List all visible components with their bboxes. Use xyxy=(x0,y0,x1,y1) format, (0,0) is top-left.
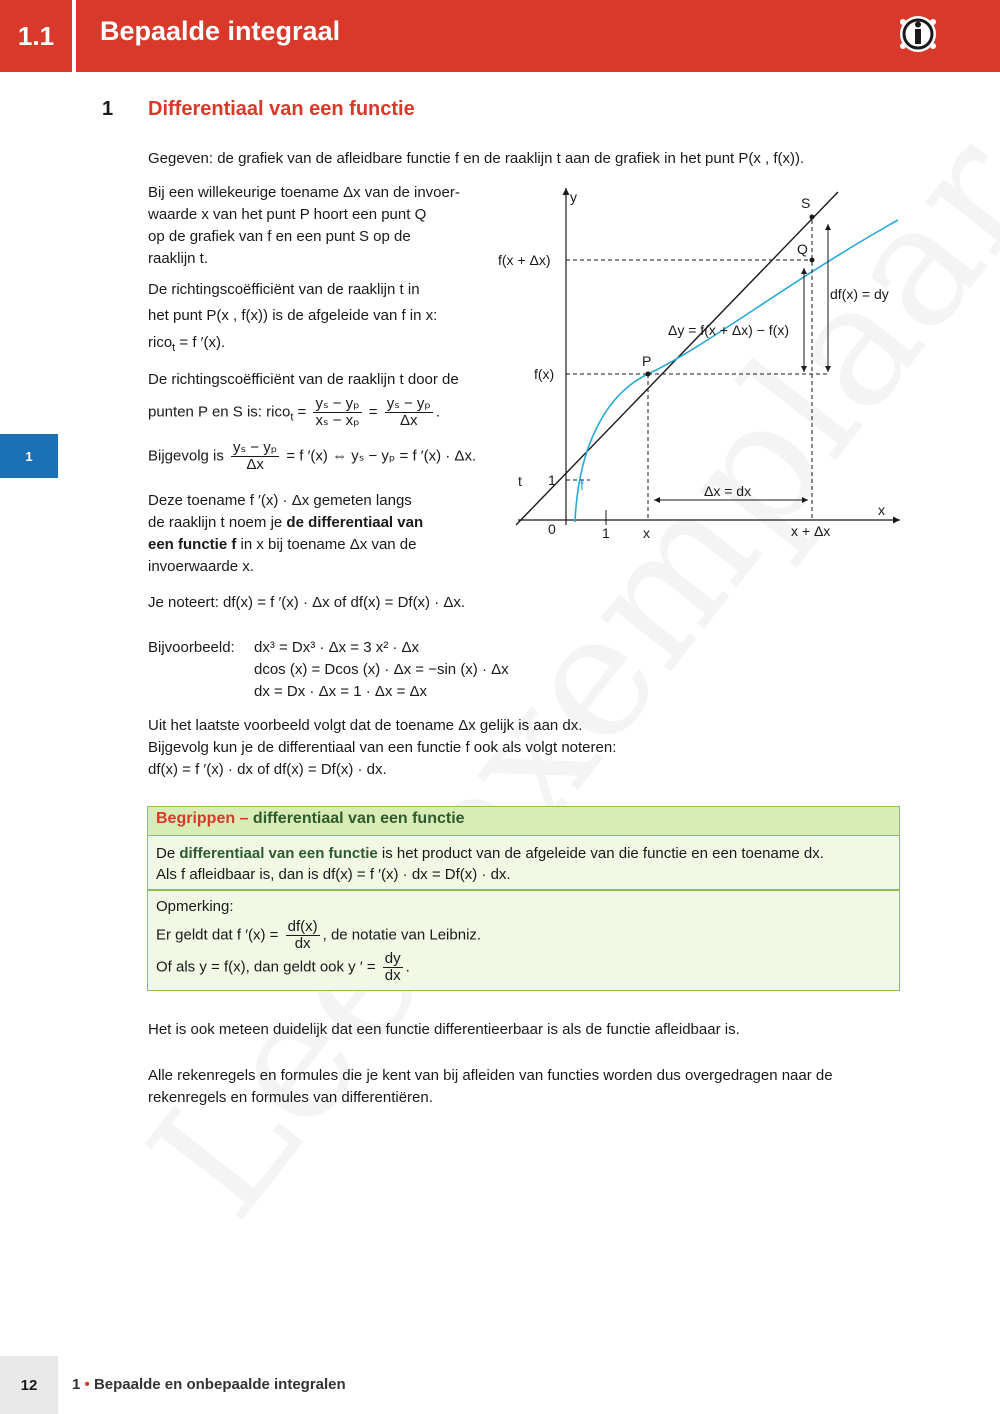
Q-label: Q xyxy=(797,241,808,257)
dy-label: Δy = f(x + Δx) − f(x) xyxy=(668,322,789,338)
remark-label: Opmerking: xyxy=(156,898,234,915)
point-S xyxy=(810,215,815,220)
example-line: dx³ = Dx³ · Δx = 3 x² · Δx xyxy=(254,639,420,656)
definition-box-title: Begrippen – differentiaal van een functie xyxy=(156,810,465,827)
para2-line: De richtingscoëfficiënt van de raaklijn t in xyxy=(148,281,420,298)
example-line: dcos (x) = Dcos (x) · Δx = −sin (x) · Δx xyxy=(254,661,509,678)
example-label: Bijvoorbeeld: xyxy=(148,639,235,656)
notation-text: Je noteert: df(x) = f ′(x) · Δx of df(x) = Df(x) · Δx. xyxy=(148,594,466,611)
P-label: P xyxy=(642,353,652,369)
definition-box xyxy=(147,806,900,991)
after-example-line: Uit het laatste voorbeeld volgt dat de toename Δx gelijk is aan dx. xyxy=(148,717,583,734)
section-number: 1 xyxy=(102,98,114,120)
closing-text: rekenregels en formules van differentiëren. xyxy=(148,1089,433,1106)
tick-x-label: 1 xyxy=(602,525,610,541)
box-divider xyxy=(148,889,899,891)
para2-line: het punt P(x , f(x)) is de afgeleide van f in x: xyxy=(148,307,438,324)
x-dx-label: x + Δx xyxy=(791,523,831,539)
remark-line: Er geldt dat f ′(x) = $\frac{df(x)}{dx}$ , de notatie van Leibniz. xyxy=(156,918,482,952)
fx-label: f(x) xyxy=(534,366,555,382)
para4-formula: Bijgevolg is $\frac{\text{yₛ − yₚ}}{\Delta x}$ = f ′(x) ⇔ yₛ − yₚ = f ′(x) · Δx. xyxy=(148,439,477,473)
f-label: f xyxy=(580,477,584,493)
para5-line: Deze toename f ′(x) · Δx gemeten langs xyxy=(148,492,412,509)
closing-text: Het is ook meteen duidelijk dat een functie differentieerbaar is als de functie afleidbaar is. xyxy=(148,1021,740,1038)
function-curve xyxy=(575,220,898,522)
dx-label: Δx = dx xyxy=(704,483,752,499)
definition-box-header xyxy=(148,807,899,836)
tick-y-label: 1 xyxy=(548,472,556,488)
info-icon xyxy=(898,14,938,54)
para5-line: invoerwaarde x. xyxy=(148,558,254,575)
chapter-number: 1.1 xyxy=(0,0,72,72)
y-axis-label: y xyxy=(570,189,577,205)
closing-text: Alle rekenregels en formules die je kent van bij afleiden van functies worden dus overgedragen naar de xyxy=(148,1067,833,1084)
origin-label: 0 xyxy=(548,521,556,537)
page-number: 12 xyxy=(0,1356,58,1414)
point-Q xyxy=(810,258,815,263)
point-P xyxy=(646,372,651,377)
t-label: t xyxy=(518,473,522,489)
para2-formula: rico$_t$ = f ′(x). xyxy=(148,334,226,354)
page-title: Bepaalde integraal xyxy=(100,16,341,46)
x-label: x xyxy=(643,525,650,541)
x-axis-label: x xyxy=(878,502,885,518)
S-label: S xyxy=(801,195,811,211)
footer-text: 1 • Bepaalde en onbepaalde integralen xyxy=(72,1376,346,1393)
para1-line: waarde x van het punt P hoort een punt Q xyxy=(148,206,427,223)
definition-line: De differentiaal van een functie is het product van de afgeleide van die functie en een toename dx. xyxy=(156,845,824,862)
after-example-line: Bijgevolg kun je de differentiaal van een functie f ook als volgt noteren: xyxy=(148,739,617,756)
para5-line: een functie f in x bij toename Δx van de xyxy=(148,536,417,553)
definition-line: Als f afleidbaar is, dan is df(x) = f ′(x) · dx = Df(x) · dx. xyxy=(156,866,511,883)
para1-line: Bij een willekeurige toename Δx van de invoer- xyxy=(148,184,460,201)
fxdx-label: f(x + Δx) xyxy=(498,252,551,268)
para1-line: raaklijn t. xyxy=(148,250,209,267)
intro-text: Gegeven: de grafiek van de afleidbare functie f en de raaklijn t aan de grafiek in het punt P(x , f(x)). xyxy=(148,150,805,167)
example-line: dx = Dx · Δx = 1 · Δx = Δx xyxy=(254,683,428,700)
differential-graph xyxy=(494,180,904,550)
para3-line: De richtingscoëfficiënt van de raaklijn t door de xyxy=(148,371,459,388)
chapter-side-tab: 1 xyxy=(0,434,58,478)
para3-formula: punten P en S is: rico$_t$ = $\frac{\text{yₛ − yₚ}}{\text{xₛ − xₚ}}$ = $\frac{\text{yₛ − yₚ}}{\Delta x}$ . xyxy=(148,395,441,429)
para5-line: de raaklijn t noem je de differentiaal van xyxy=(148,514,424,531)
after-example-line: df(x) = f ′(x) · dx of df(x) = Df(x) · dx. xyxy=(148,761,387,778)
para1-line: op de grafiek van f en een punt S op de xyxy=(148,228,411,245)
section-title: Differentiaal van een functie xyxy=(148,98,415,120)
df-label: df(x) = dy xyxy=(830,286,889,302)
remark-line: Of als y = f(x), dan geldt ook y ′ = $\frac{dy}{dx}$ . xyxy=(156,950,410,984)
